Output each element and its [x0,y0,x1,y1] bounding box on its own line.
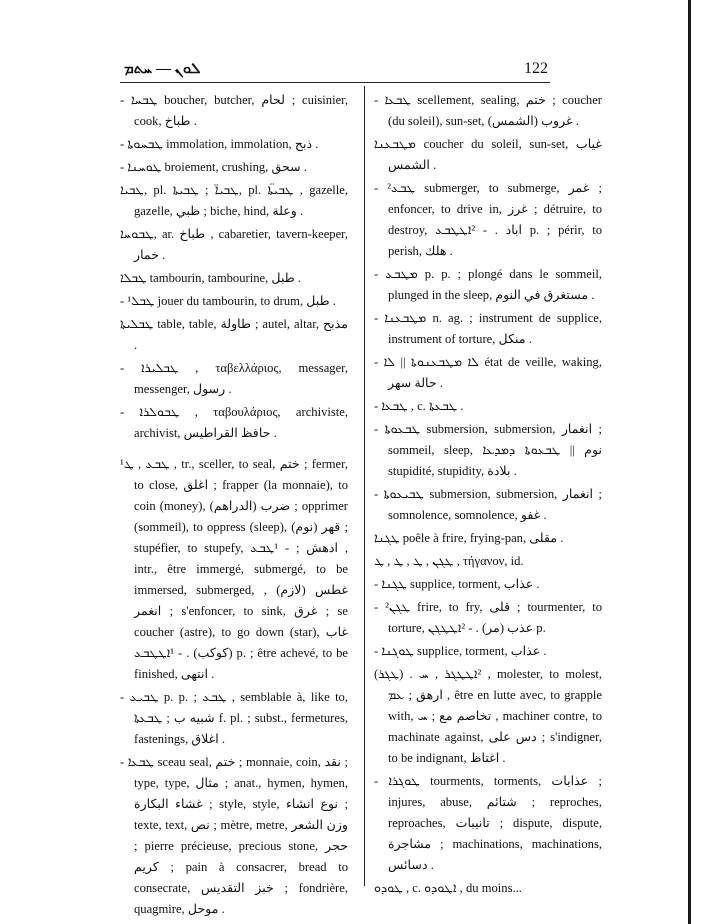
entry: - ܛܒܝܥܘܬܐ submersion, submersion, انغمار ; somnolence, somnolence, غفو . [374,487,602,522]
entry: - ܠܐ ܡܛܒܥܢܘܬܐ || ܠܐ état de veille, waking, حالة سهر . [374,355,602,390]
entry: - ܛܒܥܐ scellement, sealing, ختم ; coucher (du soleil), sun-set, غروب (الشمس) . [374,93,602,128]
entry: - ܡܛܒܥ p. p. ; plongé dans le sommeil, plunged in the sleep, مستغرق في النوم . [374,267,602,302]
entry: ܡܛܒܥܢܐ coucher du soleil, sun-set, غياب الشمس . [374,137,602,172]
dictionary-page [120,58,603,916]
entry: - ܛܒܚܘܬܐ immolation, immolation, ذبح . [120,137,319,151]
entry: - ܛܒܥܘܬܐ submersion, submersion, انغمار ; sommeil, sleep, نوم || ܛܒܥܘܬܐ ܕܡܕܥܐ stupidité, stupidity, بلادة . [374,422,602,478]
right-column [374,90,602,901]
entry: ܛܒܠܐ tambourin, tambourine, طبل . [120,271,302,285]
running-head: ܠܘܢ — ܚܬܡ [124,61,201,77]
entry: - ܛܘܓܪܐ tourments, torments, عذابات ; injures, abuse, شتائم ; reproches, reproaches, تانيبات ; dispute, dispute, مشاجرة ; machinations, machinations, دسائس . [374,774,602,872]
entry: - ܡܛܒܥܢܐ n. ag. ; instrument de supplice, instrument of torture, منكل . [374,311,603,346]
page-edge-line [688,0,691,924]
page-number: 122 [524,60,548,77]
entry: - ²ܛܓܢ frire, to fry, قلى ; tourmenter, to torture, عذب (مر) . - ²ܐܛܛܓܢ p. [374,600,602,635]
entry: ܛܓܢܐ poêle à frire, frying-pan, مقلى . [374,531,564,545]
entry: - ܛܒܥܐ sceau seal, ختم ; monnaie, coin, نقد ; type, type, مثال ; anat., hymen, hymen, غشاء البكارة ; style, style, نوع انشاء ; texte, text, نص ; mètre, metre, وزن الشعر ; pierre précieuse, precious stone, حجر كريم ; pain à consacrer, bread to consecrate, خبز التقديس ; fondrière, quagmire, موحل . [120,755,349,916]
column-divider [364,86,365,886]
page-header [120,58,550,83]
left-column [120,90,348,922]
entry: - ܛܒܘܠܪܐ , ταβουλάριος, archiviste, archivist, حافظ القراطيس . [120,405,349,440]
entry: - ²ܛܒܥ submerger, to submerge, غمر ; enfoncer, to drive in, غرز ; détruire, to destroy, اباد . - ²ܐܛܛܒܥ p. ; périr, to perish, هلك . [374,181,602,258]
entry: - ܛܒܠ¹ jouer du tambourin, to drum, طبل . [120,294,336,308]
entry: - ܛܒܚܐ boucher, butcher, لحام ; cuisinier, cook, طباخ . [120,93,348,128]
entry: ܛܒܘܚܐ, ar. طباخ , cabaretier, tavern-keeper, خمار . [120,227,349,262]
entry: ܛܒܝܐ, pl. ܛܒܝܐ̈ ; ܛܒܝܬܐ, pl. ܛܒܝܬܐ̈ , gazelle, gazelle, ظبي ; biche, hind, وعلة . [120,183,349,218]
entry: - ܛܒܝܥ p. p. ; ܛܒܥ , semblable à, like to, شبيه ب ; ܛܒܥܬܐ f. pl. ; subst., fermetures, fastenings, اغلاق . [120,690,349,746]
entry: ܛܘܕܘ , c. ܐܛܘܕܘ , du moins... [374,881,522,895]
entry: (ܛܓܪ) . ²ܐܛܛܓܪ , ܚ , molester, to molest, ارهق ; ܥܡ , être en lutte avec, to grapple with, تخاصم مع ; ܚ , machiner contre, to machinate against, دس على ; s'indigner, to be indignant, اغتاظ . [374,667,603,765]
entry: - ܛܒܠܝܪܐ , ταβελλάριος, messager, messenger, رسول . [120,361,349,396]
entry: ¹ܛܒܥ , ܛ , tr., sceller, to seal, ختم ; fermer, to close, اغلق ; frapper (la monnaie), to coin (money), ضرب (الدراهم) ; opprimer (sommeil), to oppress (sleep), قهر (نوم) ; stupéfier, to stupefy, ادهش ; - ¹ܛܒܥ , intr., être immergé, submergé, to be immersed, submerged, غطس (لازم) , انغمر ; s'enfoncer, to sink, غرق ; se coucher (astre), to go down (star), غاب (كوكب) . - ¹ܐܛܛܒܥ p. ; être achevé, to be finished, انتهى . [120,457,348,681]
entry: - ܛܓܢܐ supplice, torment, عذاب . [374,577,540,591]
entry: ܛܒܠܝܬܐ table, table, طاولة ; autel, altar, مذبح . [120,317,348,352]
entry: - ܛܘܓܢܐ supplice, torment, عذاب . [374,644,547,658]
entry: - ܛܒܥܐ , c. ܛܒܥܬܐ . [374,399,464,413]
entry: ܛܓܢ , ܛ , ܛ , ܛ , τήγανον, id. [374,554,524,568]
entry: - ܛܘܚܢܐ broiement, crushing, سحق . [120,160,307,174]
